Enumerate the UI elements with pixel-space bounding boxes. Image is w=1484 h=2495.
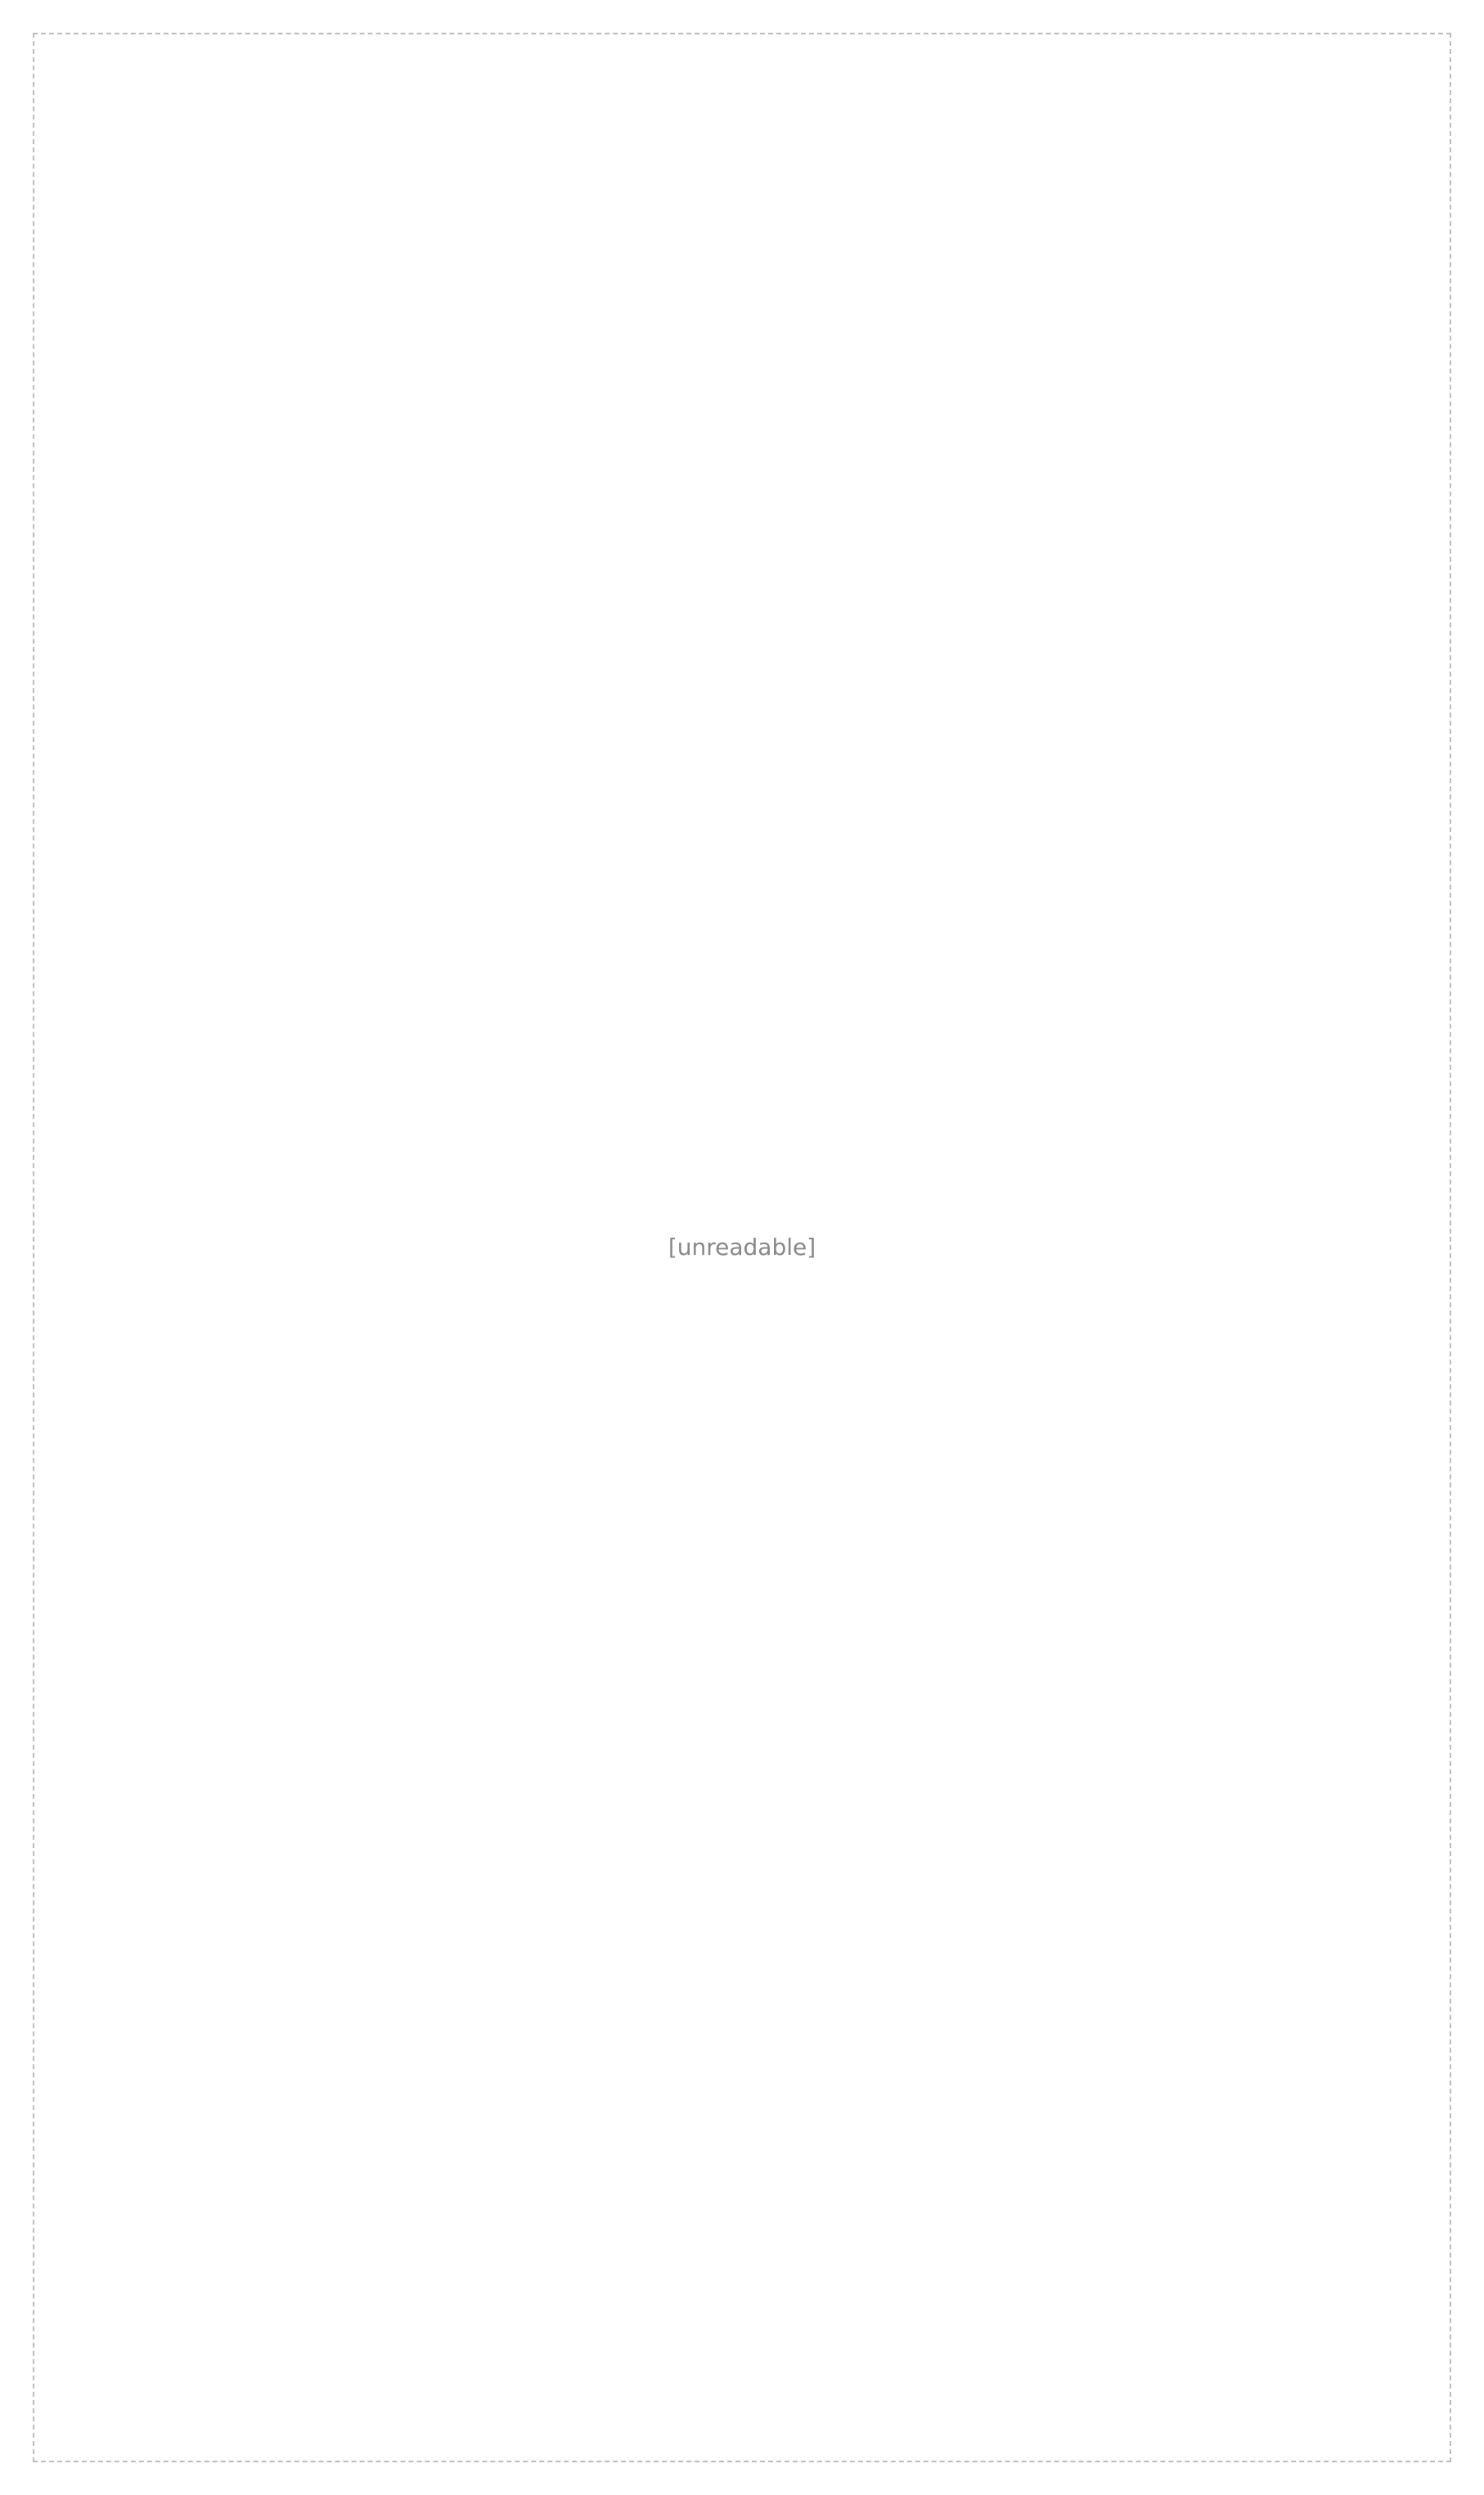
content-placeholder	[33, 33, 1451, 2462]
placeholder-notice: [unreadable]	[668, 1234, 816, 1261]
